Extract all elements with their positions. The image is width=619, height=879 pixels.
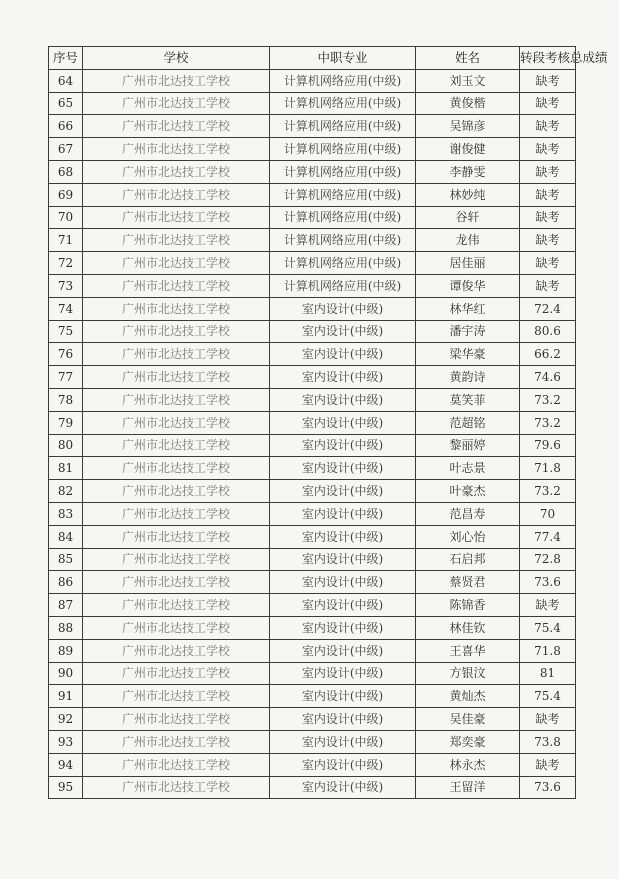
cell-score: 72.8 [520,548,576,571]
cell-major: 室内设计(中级) [270,502,416,525]
cell-score: 73.2 [520,411,576,434]
cell-name: 刘玉文 [416,69,520,92]
cell-score: 80.6 [520,320,576,343]
cell-name: 龙伟 [416,229,520,252]
cell-school: 广州市北达技工学校 [83,229,270,252]
cell-name: 郑奕豪 [416,730,520,753]
cell-school: 广州市北达技工学校 [83,320,270,343]
cell-number: 82 [49,480,83,503]
cell-number: 86 [49,571,83,594]
table-row [49,502,576,525]
cell-school: 广州市北达技工学校 [83,571,270,594]
table-row [49,571,576,594]
cell-score: 缺考 [520,115,576,138]
cell-number: 69 [49,183,83,206]
table-body [49,69,576,799]
cell-major: 室内设计(中级) [270,571,416,594]
cell-major: 室内设计(中级) [270,685,416,708]
cell-major: 室内设计(中级) [270,548,416,571]
cell-major: 室内设计(中级) [270,662,416,685]
table-row [49,206,576,229]
header-number: 序号 [49,47,83,70]
cell-name: 谭俊华 [416,274,520,297]
cell-school: 广州市北达技工学校 [83,366,270,389]
cell-number: 94 [49,753,83,776]
cell-score: 66.2 [520,343,576,366]
cell-score: 缺考 [520,92,576,115]
cell-school: 广州市北达技工学校 [83,480,270,503]
table-row [49,457,576,480]
cell-name: 陈锦香 [416,594,520,617]
cell-number: 75 [49,320,83,343]
cell-name: 林妙纯 [416,183,520,206]
table-row [49,388,576,411]
table-row [49,366,576,389]
table-row [49,480,576,503]
table-row [49,252,576,275]
cell-score: 71.8 [520,639,576,662]
cell-school: 广州市北达技工学校 [83,639,270,662]
cell-name: 林华红 [416,297,520,320]
cell-name: 黄俊楷 [416,92,520,115]
cell-score: 缺考 [520,206,576,229]
cell-name: 叶豪杰 [416,480,520,503]
cell-name: 蔡贤君 [416,571,520,594]
cell-number: 72 [49,252,83,275]
cell-major: 室内设计(中级) [270,411,416,434]
cell-name: 林永杰 [416,753,520,776]
cell-major: 室内设计(中级) [270,594,416,617]
cell-major: 计算机网络应用(中级) [270,138,416,161]
cell-name: 王留洋 [416,776,520,799]
table-row [49,730,576,753]
cell-major: 计算机网络应用(中级) [270,115,416,138]
cell-number: 70 [49,206,83,229]
header-score: 转段考核总成绩 [520,47,576,70]
cell-school: 广州市北达技工学校 [83,388,270,411]
cell-major: 室内设计(中级) [270,639,416,662]
cell-school: 广州市北达技工学校 [83,92,270,115]
cell-major: 计算机网络应用(中级) [270,252,416,275]
cell-number: 73 [49,274,83,297]
cell-major: 计算机网络应用(中级) [270,183,416,206]
cell-school: 广州市北达技工学校 [83,343,270,366]
table-row [49,639,576,662]
table-row [49,434,576,457]
cell-school: 广州市北达技工学校 [83,776,270,799]
cell-major: 室内设计(中级) [270,366,416,389]
cell-school: 广州市北达技工学校 [83,730,270,753]
cell-major: 计算机网络应用(中级) [270,69,416,92]
cell-score: 70 [520,502,576,525]
cell-name: 居佳丽 [416,252,520,275]
score-table [48,46,608,799]
table-row [49,525,576,548]
cell-number: 65 [49,92,83,115]
cell-score: 缺考 [520,160,576,183]
table-row [49,343,576,366]
cell-school: 广州市北达技工学校 [83,252,270,275]
table-row [49,229,576,252]
cell-number: 80 [49,434,83,457]
cell-score: 缺考 [520,69,576,92]
cell-major: 室内设计(中级) [270,457,416,480]
cell-score: 79.6 [520,434,576,457]
cell-score: 75.4 [520,616,576,639]
cell-score: 73.6 [520,571,576,594]
cell-name: 刘心怡 [416,525,520,548]
cell-name: 石启邦 [416,548,520,571]
cell-major: 计算机网络应用(中级) [270,229,416,252]
cell-name: 叶志景 [416,457,520,480]
cell-school: 广州市北达技工学校 [83,69,270,92]
cell-score: 73.2 [520,480,576,503]
header-row [49,47,576,70]
cell-number: 74 [49,297,83,320]
cell-major: 室内设计(中级) [270,776,416,799]
cell-school: 广州市北达技工学校 [83,685,270,708]
cell-name: 黄韵诗 [416,366,520,389]
cell-score: 75.4 [520,685,576,708]
cell-school: 广州市北达技工学校 [83,502,270,525]
cell-score: 73.2 [520,388,576,411]
table-row [49,662,576,685]
cell-major: 室内设计(中级) [270,343,416,366]
cell-name: 范超铭 [416,411,520,434]
cell-school: 广州市北达技工学校 [83,138,270,161]
cell-number: 81 [49,457,83,480]
cell-school: 广州市北达技工学校 [83,457,270,480]
cell-school: 广州市北达技工学校 [83,548,270,571]
cell-score: 缺考 [520,594,576,617]
cell-number: 71 [49,229,83,252]
cell-major: 室内设计(中级) [270,434,416,457]
cell-major: 室内设计(中级) [270,388,416,411]
cell-score: 72.4 [520,297,576,320]
cell-school: 广州市北达技工学校 [83,616,270,639]
cell-number: 78 [49,388,83,411]
table-row [49,297,576,320]
header-school: 学校 [83,47,270,70]
cell-score: 缺考 [520,183,576,206]
table-row [49,160,576,183]
cell-school: 广州市北达技工学校 [83,434,270,457]
cell-name: 梁华豪 [416,343,520,366]
cell-number: 76 [49,343,83,366]
table-row [49,320,576,343]
cell-school: 广州市北达技工学校 [83,274,270,297]
cell-number: 87 [49,594,83,617]
cell-score: 77.4 [520,525,576,548]
cell-major: 室内设计(中级) [270,480,416,503]
table-row [49,594,576,617]
cell-number: 88 [49,616,83,639]
cell-score: 缺考 [520,252,576,275]
table-row [49,548,576,571]
table-row [49,92,576,115]
table-row [49,411,576,434]
cell-school: 广州市北达技工学校 [83,115,270,138]
cell-major: 室内设计(中级) [270,297,416,320]
cell-name: 潘宇涛 [416,320,520,343]
cell-name: 方银汶 [416,662,520,685]
cell-number: 67 [49,138,83,161]
cell-name: 莫笑菲 [416,388,520,411]
table-row [49,274,576,297]
cell-name: 吴锦彦 [416,115,520,138]
table-row [49,115,576,138]
cell-major: 计算机网络应用(中级) [270,274,416,297]
cell-number: 92 [49,708,83,731]
cell-school: 广州市北达技工学校 [83,662,270,685]
cell-major: 室内设计(中级) [270,320,416,343]
cell-major: 室内设计(中级) [270,616,416,639]
cell-number: 66 [49,115,83,138]
cell-number: 91 [49,685,83,708]
cell-major: 计算机网络应用(中级) [270,206,416,229]
cell-name: 谷轩 [416,206,520,229]
cell-number: 84 [49,525,83,548]
cell-school: 广州市北达技工学校 [83,183,270,206]
cell-number: 95 [49,776,83,799]
cell-name: 王喜华 [416,639,520,662]
table-row [49,138,576,161]
cell-score: 73.8 [520,730,576,753]
cell-major: 室内设计(中级) [270,525,416,548]
cell-number: 64 [49,69,83,92]
cell-name: 谢俊健 [416,138,520,161]
cell-number: 79 [49,411,83,434]
cell-major: 计算机网络应用(中级) [270,92,416,115]
cell-number: 77 [49,366,83,389]
cell-number: 83 [49,502,83,525]
cell-name: 范昌寿 [416,502,520,525]
table-row [49,685,576,708]
cell-school: 广州市北达技工学校 [83,297,270,320]
header-name: 姓名 [416,47,520,70]
cell-major: 室内设计(中级) [270,708,416,731]
cell-school: 广州市北达技工学校 [83,525,270,548]
cell-school: 广州市北达技工学校 [83,160,270,183]
cell-score: 缺考 [520,274,576,297]
cell-major: 室内设计(中级) [270,753,416,776]
cell-school: 广州市北达技工学校 [83,206,270,229]
cell-number: 93 [49,730,83,753]
table-row [49,753,576,776]
cell-score: 74.6 [520,366,576,389]
cell-name: 黄灿杰 [416,685,520,708]
cell-major: 室内设计(中级) [270,730,416,753]
cell-school: 广州市北达技工学校 [83,594,270,617]
table-row [49,69,576,92]
cell-school: 广州市北达技工学校 [83,753,270,776]
cell-score: 缺考 [520,753,576,776]
cell-score: 73.6 [520,776,576,799]
cell-score: 81 [520,662,576,685]
cell-major: 计算机网络应用(中级) [270,160,416,183]
cell-score: 缺考 [520,138,576,161]
cell-number: 90 [49,662,83,685]
cell-score: 71.8 [520,457,576,480]
cell-number: 85 [49,548,83,571]
table-row [49,708,576,731]
header-major: 中职专业 [270,47,416,70]
cell-number: 89 [49,639,83,662]
cell-school: 广州市北达技工学校 [83,708,270,731]
cell-score: 缺考 [520,708,576,731]
cell-number: 68 [49,160,83,183]
table-row [49,616,576,639]
table-row [49,183,576,206]
cell-school: 广州市北达技工学校 [83,411,270,434]
cell-name: 李静雯 [416,160,520,183]
cell-name: 林佳钦 [416,616,520,639]
cell-score: 缺考 [520,229,576,252]
cell-name: 黎丽婷 [416,434,520,457]
table-row [49,776,576,799]
cell-name: 吴佳豪 [416,708,520,731]
